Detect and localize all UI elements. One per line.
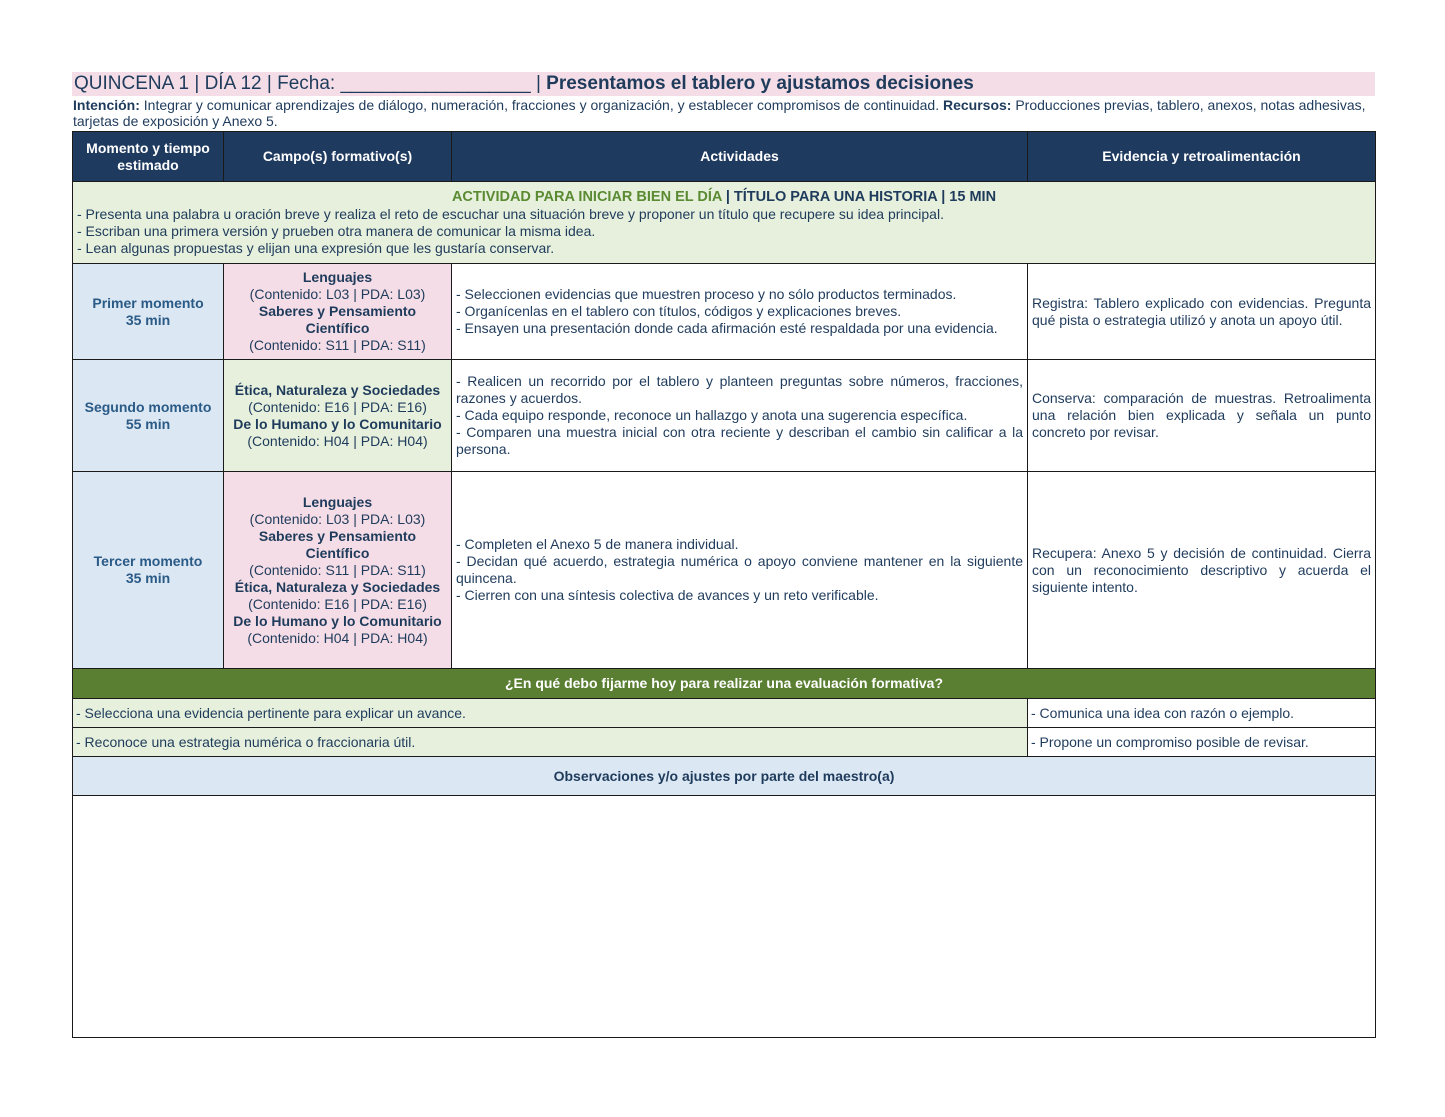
lesson-table [72, 131, 1376, 1038]
intent-text: Integrar y comunicar aprendizajes de diálogo, numeración, fracciones y organización, y establecer compromisos de continuidad. [139, 97, 943, 113]
table-header-row [73, 132, 1376, 182]
field-content: (Contenido: H04 | PDA: H04) [247, 432, 428, 449]
activity-line: - Decidan qué acuerdo, estrategia numérica o apoyo conviene mantener en la siguiente quincena. [456, 553, 1023, 586]
evaluation-title-row [73, 669, 1376, 699]
activity-line: - Completen el Anexo 5 de manera individual. [456, 536, 739, 552]
fields-cell [224, 360, 452, 472]
table-row [73, 360, 1376, 472]
activity-line: - Ensayen una presentación donde cada afirmación esté respaldada por una evidencia. [456, 320, 998, 336]
criteria-item: - Comunica una idea con razón o ejemplo. [1028, 699, 1376, 728]
moment-cell [73, 264, 224, 360]
field-content: (Contenido: L03 | PDA: L03) [249, 510, 426, 527]
title-topic: Presentamos el tablero y ajustamos decisiones [546, 73, 974, 94]
observations-row [73, 796, 1376, 1038]
criteria-item: - Propone un compromiso posible de revisar. [1028, 728, 1376, 757]
observations-title-row [73, 757, 1376, 796]
activities-cell [452, 360, 1028, 472]
field-name: Lenguajes [302, 269, 373, 285]
intro-activity-title: ACTIVIDAD PARA INICIAR BIEN EL DÍA | TÍTULO PARA UNA HISTORIA | 15 MIN [451, 189, 997, 205]
field-name: Ética, Naturaleza y Sociedades [234, 381, 441, 398]
field-content: (Contenido: L03 | PDA: L03) [249, 286, 426, 302]
moment-time: 55 min [125, 415, 171, 432]
field-content: (Contenido: H04 | PDA: H04) [247, 629, 428, 646]
field-content: (Contenido: E16 | PDA: E16) [248, 595, 427, 612]
fields-cell [224, 264, 452, 360]
field-name: Ética, Naturaleza y Sociedades [234, 578, 441, 595]
field-content: (Contenido: S11 | PDA: S11) [249, 337, 426, 353]
evidence-cell: Registra: Tablero explicado con evidencias. Pregunta qué pista o estrategia utilizó y anota un apoyo útil. [1028, 264, 1376, 360]
activity-line: - Organícenlas en el tablero con títulos, códigos y explicaciones breves. [456, 303, 902, 319]
activity-line: - Cierren con una síntesis colectiva de avances y un reto verificable. [456, 587, 879, 603]
field-name: De lo Humano y lo Comunitario [233, 415, 442, 432]
field-name: De lo Humano y lo Comunitario [233, 612, 442, 629]
intro-activity-cell [73, 182, 1376, 264]
intro-line: - Presenta una palabra u oración breve y realiza el reto de escuchar una situación breve y proponer un título que recupere su idea principal. [77, 206, 944, 222]
evaluation-title: ¿En qué debo fijarme hoy para realizar una evaluación formativa? [73, 669, 1376, 699]
lesson-plan-page [72, 72, 1375, 784]
criteria-row [73, 699, 1376, 728]
table-row [73, 264, 1376, 360]
activity-line: - Cada equipo responde, reconoce un hallazgo y anota una sugerencia específica. [456, 407, 968, 423]
activity-line: - Seleccionen evidencias que muestren proceso y no sólo productos terminados. [456, 286, 957, 302]
criteria-item: - Selecciona una evidencia pertinente para explicar un avance. [73, 699, 1028, 728]
evidence-cell: Conserva: comparación de muestras. Retroalimenta una relación bien explicada y señala un punto concreto por revisar. [1028, 360, 1376, 472]
activities-cell [452, 264, 1028, 360]
activities-cell [452, 472, 1028, 669]
moment-cell [73, 472, 224, 669]
intent-label: Intención: [73, 97, 140, 113]
moment-time: 35 min [125, 570, 171, 586]
moment-name: Primer momento [92, 294, 204, 311]
field-name: Saberes y Pensamiento Científico [258, 527, 417, 561]
observations-area[interactable] [73, 796, 1376, 1038]
activity-line: - Realicen un recorrido por el tablero y planteen preguntas sobre números, fracciones, razones y acuerdos. [456, 373, 1023, 406]
intro-line: - Escriban una primera versión y prueben otra manera de comunicar la misma idea. [77, 223, 596, 239]
intent-paragraph [72, 97, 1375, 129]
intro-line: - Lean algunas propuestas y elijan una expresión que les gustaría conservar. [77, 240, 555, 256]
resources-label: Recursos: [942, 97, 1012, 113]
column-header-moment: Momento y tiempo estimado [73, 132, 224, 182]
criteria-item: - Reconoce una estrategia numérica o fraccionaria útil. [73, 728, 1028, 757]
column-header-evidence: Evidencia y retroalimentación [1028, 132, 1376, 182]
page-title [72, 72, 1375, 96]
field-name: Lenguajes [302, 493, 373, 510]
evidence-cell: Recupera: Anexo 5 y decisión de continuidad. Cierra con un reconocimiento descriptivo y acuerda el siguiente intento. [1028, 472, 1376, 669]
activity-line: - Comparen una muestra inicial con otra reciente y describan el cambio sin calificar a la persona. [456, 424, 1023, 457]
moment-name: Tercer momento [93, 553, 203, 569]
observations-title: Observaciones y/o ajustes por parte del maestro(a) [73, 757, 1376, 796]
resources-text: Producciones previas, tablero, anexos, notas adhesivas, tarjetas de exposición y Anexo 5. [73, 97, 1366, 129]
table-row [73, 472, 1376, 669]
column-header-activities: Actividades [452, 132, 1028, 182]
field-name: Saberes y Pensamiento Científico [258, 303, 417, 336]
field-content: (Contenido: S11 | PDA: S11) [249, 561, 426, 578]
title-prefix: QUINCENA 1 | DÍA 12 | Fecha: __________________ | [74, 73, 547, 94]
moment-cell [73, 360, 224, 472]
moment-time: 35 min [125, 311, 171, 328]
field-content: (Contenido: E16 | PDA: E16) [248, 398, 427, 415]
fields-cell [224, 472, 452, 669]
column-header-fields: Campo(s) formativo(s) [224, 132, 452, 182]
intro-activity-row [73, 182, 1376, 264]
moment-name: Segundo momento [84, 398, 212, 415]
criteria-row [73, 728, 1376, 757]
